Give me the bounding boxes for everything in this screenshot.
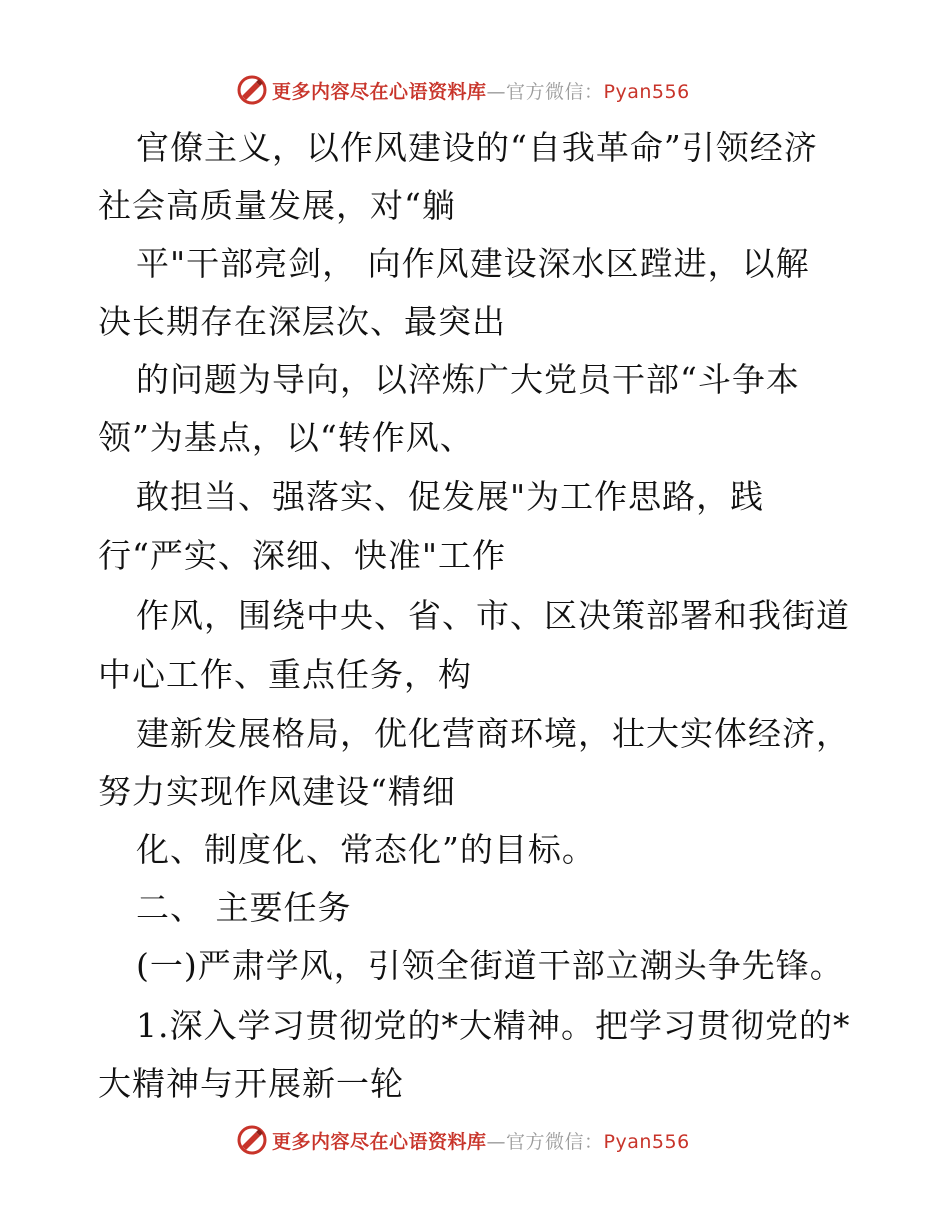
- subsection-heading: (一)严肃学风，引领全街道干部立潮头争先锋。: [136, 946, 844, 985]
- text-line: 社会高质量发展，对“躺: [98, 186, 456, 225]
- watermark-brand: 更多内容尽在心语资料库: [272, 80, 487, 103]
- watermark-separator: —: [486, 80, 507, 103]
- watermark-header: [236, 72, 716, 108]
- text-line: 化、制度化、常态化”的目标。: [136, 830, 596, 869]
- text-line: 行“严实、深细、快准"工作: [98, 536, 507, 575]
- watermark-id: Pyan556: [603, 80, 690, 103]
- text-line: 的问题为导向，以淬炼广大党员干部“斗争本: [136, 360, 800, 399]
- text-line: 建新发展格局，优化营商环境，壮大实体经济，: [136, 714, 850, 753]
- text-line: 努力实现作风建设“精细: [98, 772, 456, 811]
- text-line: 中心工作、重点任务，构: [98, 655, 472, 694]
- watermark-brand: 更多内容尽在心语资料库: [272, 1130, 487, 1153]
- text-line: 平"干部亮剑， 向作风建设深水区蹚进，以解: [136, 244, 810, 283]
- text-line: 领”为基点，以“转作风、: [98, 418, 474, 457]
- text-line: 1.深入学习贯彻党的*大精神。把学习贯彻党的*: [136, 1006, 851, 1045]
- text-line: 大精神与开展新一轮: [98, 1064, 404, 1103]
- section-heading: 二、 主要任务: [136, 888, 352, 927]
- text-line: 作风，围绕中央、省、市、区决策部署和我街道: [136, 596, 850, 635]
- watermark-id: Pyan556: [603, 1130, 690, 1153]
- pen-seal-logo-icon: [236, 1124, 268, 1156]
- text-line: 敢担当、强落实、促发展"为工作思路，践: [136, 477, 765, 516]
- watermark-label: 官方微信：: [506, 1130, 604, 1153]
- watermark-separator: —: [486, 1130, 507, 1153]
- text-line: 官僚主义，以作风建设的“自我革命”引领经济: [136, 128, 818, 167]
- watermark-footer: [236, 1122, 716, 1158]
- text-line: 决长期存在深层次、最突出: [98, 302, 506, 341]
- pen-seal-logo-icon: [236, 74, 268, 106]
- watermark-label: 官方微信：: [506, 80, 604, 103]
